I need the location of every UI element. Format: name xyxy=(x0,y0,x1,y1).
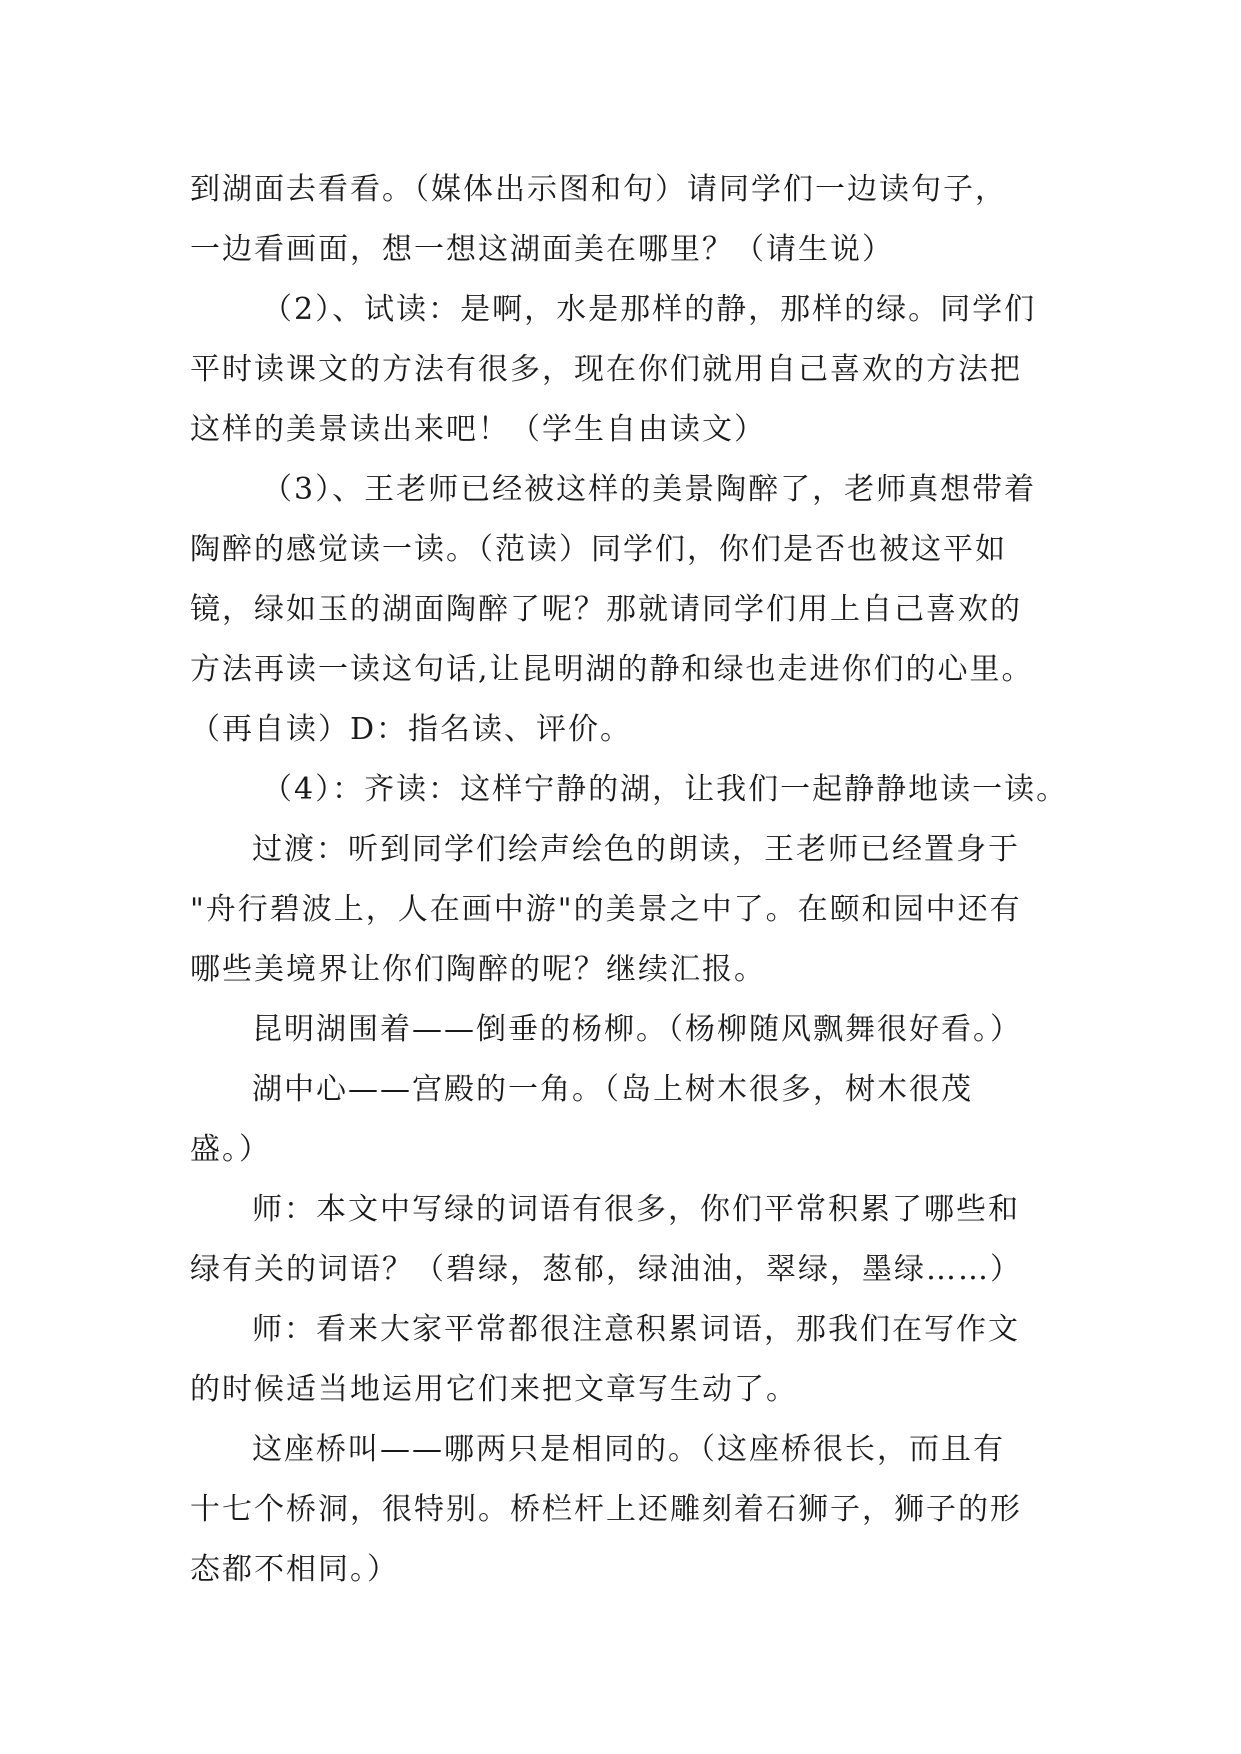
text-line: （3）、王老师已经被这样的美景陶醉了，老师真想带着 xyxy=(262,472,1037,507)
text-line: 过渡：听到同学们绘声绘色的朗读，王老师已经置身于 xyxy=(252,832,1020,867)
text-line: 师：看来大家平常都很注意积累词语，那我们在写作文 xyxy=(252,1312,1020,1347)
text-line: 昆明湖围着——倒垂的杨柳。（杨柳随风飘舞很好看。） xyxy=(252,1012,1022,1047)
text-line: 哪些美境界让你们陶醉的呢？继续汇报。 xyxy=(190,952,766,987)
text-line: 一边看画面，想一想这湖面美在哪里？（请生说） xyxy=(190,232,894,267)
text-line: （再自读）D：指名读、评价。 xyxy=(190,712,633,747)
text-line: 湖中心——宫殿的一角。（岛上树木很多，树木很茂 xyxy=(252,1072,973,1107)
text-line: 陶醉的感觉读一读。（范读）同学们，你们是否也被这平如 xyxy=(190,532,1007,567)
text-line: 十七个桥洞，很特别。桥栏杆上还雕刻着石狮子，狮子的形 xyxy=(190,1492,1022,1527)
text-line: 平时读课文的方法有很多，现在你们就用自己喜欢的方法把 xyxy=(190,352,1022,387)
text-line: 绿有关的词语？（碧绿，葱郁，绿油油，翠绿，墨绿……） xyxy=(190,1252,1022,1287)
text-line: 师：本文中写绿的词语有很多，你们平常积累了哪些和 xyxy=(252,1192,1020,1227)
text-line: 态都不相同。） xyxy=(190,1552,399,1587)
text-line: 到湖面去看看。（媒体出示图和句）请同学们一边读句子， xyxy=(190,172,1007,207)
document-body xyxy=(190,160,1070,1600)
text-line: 盛。） xyxy=(190,1132,271,1167)
text-line: 的时候适当地运用它们来把文章写生动了。 xyxy=(190,1372,798,1407)
text-line: 这样的美景读出来吧！（学生自由读文） xyxy=(190,412,766,447)
text-line: "舟行碧波上，人在画中游"的美景之中了。在颐和园中还有 xyxy=(190,892,1022,927)
text-line: （4）：齐读：这样宁静的湖，让我们一起静静地读一读。 xyxy=(262,772,1069,807)
text-line: 这座桥叫——哪两只是相同的。（这座桥很长，而且有 xyxy=(252,1432,1005,1467)
text-line: 方法再读一读这句话,让昆明湖的静和绿也走进你们的心里。 xyxy=(190,652,1034,687)
text-line: 镜，绿如玉的湖面陶醉了呢？那就请同学们用上自己喜欢的 xyxy=(190,592,1022,627)
text-line: （2）、试读：是啊，水是那样的静，那样的绿。同学们 xyxy=(262,292,1037,327)
